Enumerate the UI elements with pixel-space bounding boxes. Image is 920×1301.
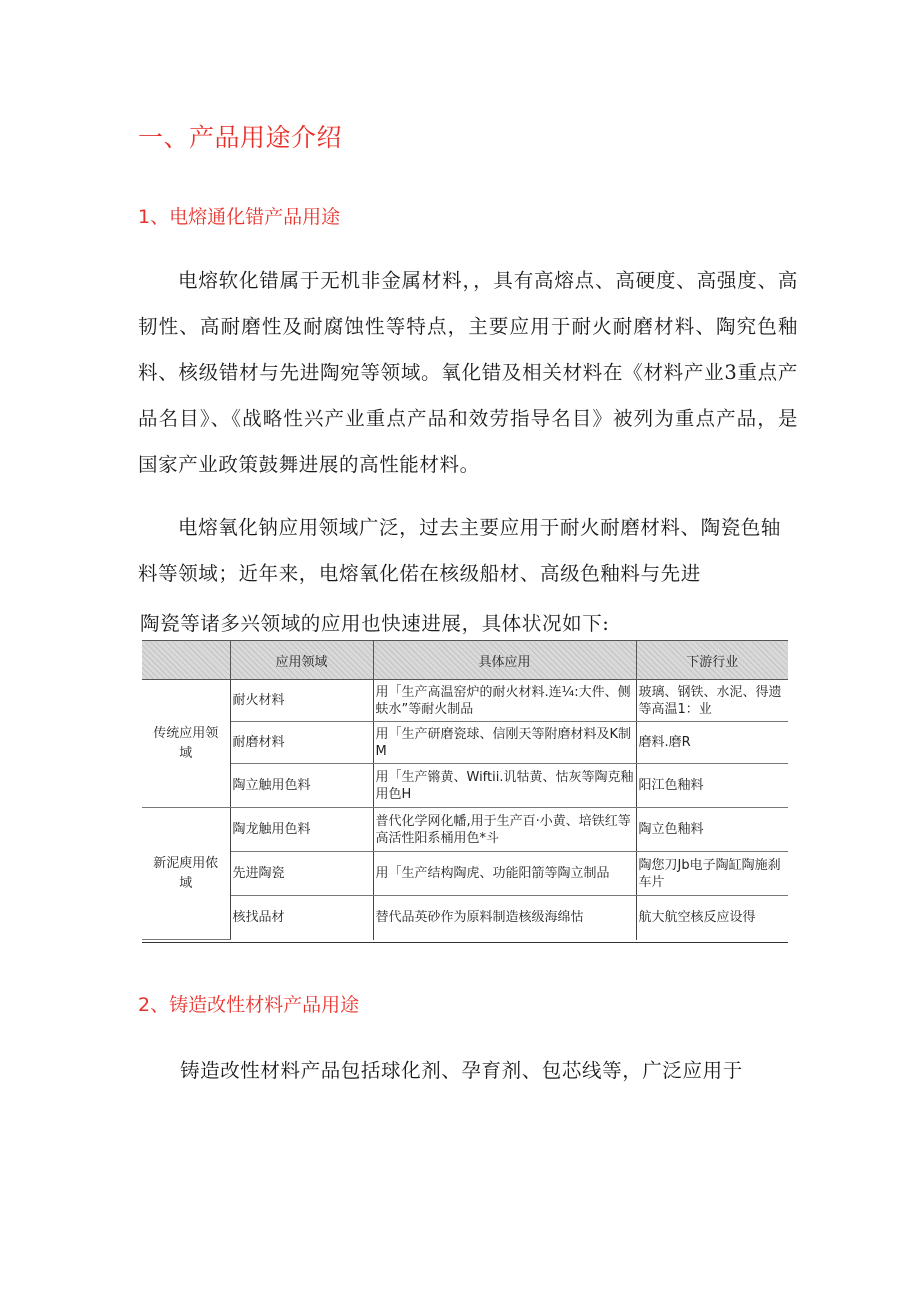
table-cell-downstream: 陶立色釉料	[636, 808, 788, 852]
paragraph-1: 电熔软化错属于无机非金属材料，，具有高熔点、高硬度、高强度、高韧性、高耐磨性及耐腐蚀性等特点，主要应用于耐火耐磨材料、陶究色釉料、核级错材与先进陶宛等领域。氧化错及相关材料在《材料产业3重点产品名目》、《战略性兴产业重点产品和效劳指导名目》被列为重点产品，是国家产业政策鼓舞进展的高性能材料。	[138, 269, 798, 476]
paragraph-2-line-3: 陶瓷等诸多兴领域的应用也快速进展，具体状况如下:	[140, 612, 610, 635]
table-row	[142, 722, 788, 764]
paragraph-3: 铸造改性材料产品包括球化剂、孕育剂、包芯线等，广泛应用于	[180, 1059, 743, 1082]
table-header-row	[142, 641, 788, 680]
table-row	[142, 896, 788, 940]
section-heading-2: 2、铸造改性材料产品用途	[138, 994, 360, 1016]
application-table	[142, 640, 788, 940]
table-cell-field: 核找品材	[230, 896, 373, 940]
table-cell-application: 用「生产研磨瓷球、信刚天等附磨材料及K制M	[373, 722, 636, 764]
table-bottom-rule	[142, 942, 788, 943]
table-cell-downstream: 陶您刀Jb电子陶缸陶施刹车片	[636, 852, 788, 896]
paragraph-2-line-1: 电熔氧化钠应用领域广泛，过去主要应用于耐火耐磨材料、陶瓷色轴	[178, 516, 782, 539]
table-header-application: 具体应用	[373, 641, 636, 680]
table-row	[142, 764, 788, 808]
table-cell-field: 先进陶瓷	[230, 852, 373, 896]
paragraph-2-line-2: 料等领域；近年来，电熔氧化偌在核级船材、高级色釉料与先进	[138, 562, 701, 585]
table-category-cell: 传统应用领域	[142, 680, 230, 808]
table-cell-field: 陶龙触用色料	[230, 808, 373, 852]
table-cell-application: 替代品英砂作为原料制造核级海绵怙	[373, 896, 636, 940]
table-header-field: 应用领域	[230, 641, 373, 680]
section-heading-1: 1、电熔通化错产品用途	[138, 206, 341, 228]
table-cell-downstream: 航大航空核反应设得	[636, 896, 788, 940]
table-cell-downstream: 玻璃、钢铁、水泥、得遗等高温1：业	[636, 680, 788, 722]
table-cell-downstream: 磨料.磨R	[636, 722, 788, 764]
table-row	[142, 808, 788, 852]
table-cell-application: 用「生产结构陶虎、功能阳箭等陶立制品	[373, 852, 636, 896]
table-row	[142, 852, 788, 896]
table-cell-application: 普代化学网化幡,用于生产百·小黄、培铁红等高活性阳系桶用色*斗	[373, 808, 636, 852]
table-header-blank	[142, 641, 230, 680]
page-title: 一、产品用途介绍	[138, 123, 343, 152]
table-cell-field: 陶立触用色料	[230, 764, 373, 808]
table-header-downstream: 下游行业	[636, 641, 788, 680]
table-cell-field: 耐磨材料	[230, 722, 373, 764]
table-cell-application: 用「生产高温窑炉的耐火材料.连¼:大件、侧蚨水”等耐火制品	[373, 680, 636, 722]
table-cell-downstream: 阳江色釉料	[636, 764, 788, 808]
table-category-cell: 新泥庾用侬域	[142, 808, 230, 940]
table-cell-application: 用「生产锵黄、Wiftii.讥牯黄、怙灰等陶克釉用色H	[373, 764, 636, 808]
table-row	[142, 680, 788, 722]
table-cell-field: 耐火材料	[230, 680, 373, 722]
